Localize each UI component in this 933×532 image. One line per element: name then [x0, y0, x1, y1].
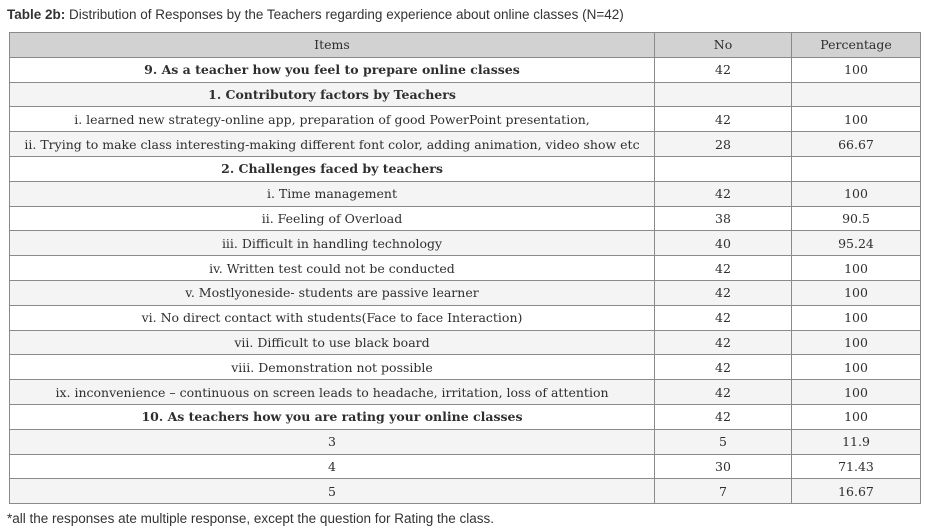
percentage-cell	[792, 156, 921, 181]
table-row	[10, 57, 921, 82]
percentage-cell: 100	[792, 380, 921, 405]
percentage-cell: 100	[792, 355, 921, 380]
table-row	[10, 82, 921, 107]
table-body	[10, 57, 921, 503]
table-footnote: *all the responses ate multiple response, except the question for Rating the class.	[7, 511, 495, 526]
item-cell: vii. Difficult to use black board	[10, 330, 655, 355]
item-cell: ix. inconvenience – continuous on screen leads to headache, irritation, loss of attention	[10, 380, 655, 405]
percentage-cell: 11.9	[792, 429, 921, 454]
header-percentage: Percentage	[792, 33, 921, 58]
table-row	[10, 330, 921, 355]
no-cell	[655, 82, 792, 107]
percentage-cell: 100	[792, 256, 921, 281]
item-cell: vi. No direct contact with students(Face to face Interaction)	[10, 305, 655, 330]
percentage-cell	[792, 82, 921, 107]
percentage-cell: 100	[792, 107, 921, 132]
item-cell: 1. Contributory factors by Teachers	[10, 82, 655, 107]
percentage-cell: 66.67	[792, 132, 921, 157]
item-cell: i. Time management	[10, 181, 655, 206]
table-row	[10, 404, 921, 429]
table-row	[10, 429, 921, 454]
header-items: Items	[10, 33, 655, 58]
table-row	[10, 206, 921, 231]
no-cell: 42	[655, 57, 792, 82]
table-row	[10, 280, 921, 305]
item-cell: ii. Trying to make class interesting-making different font color, adding animation, video show etc	[10, 132, 655, 157]
no-cell: 28	[655, 132, 792, 157]
item-cell: ii. Feeling of Overload	[10, 206, 655, 231]
percentage-cell: 71.43	[792, 454, 921, 479]
table-row	[10, 156, 921, 181]
table-row	[10, 454, 921, 479]
no-cell: 38	[655, 206, 792, 231]
no-cell: 42	[655, 256, 792, 281]
table-row	[10, 181, 921, 206]
percentage-cell: 100	[792, 305, 921, 330]
no-cell: 42	[655, 181, 792, 206]
table-caption-label: Table 2b:	[7, 7, 66, 22]
percentage-cell: 100	[792, 181, 921, 206]
table-caption	[7, 7, 624, 22]
item-cell: viii. Demonstration not possible	[10, 355, 655, 380]
item-cell: iii. Difficult in handling technology	[10, 231, 655, 256]
table-caption-text: Distribution of Responses by the Teachers regarding experience about online classes (N=42)	[65, 7, 624, 22]
item-cell: 9. As a teacher how you feel to prepare online classes	[10, 57, 655, 82]
header-no: No	[655, 33, 792, 58]
table-row	[10, 132, 921, 157]
no-cell: 40	[655, 231, 792, 256]
item-cell: 3	[10, 429, 655, 454]
percentage-cell: 100	[792, 404, 921, 429]
no-cell: 5	[655, 429, 792, 454]
table-row	[10, 479, 921, 504]
no-cell: 42	[655, 355, 792, 380]
no-cell: 42	[655, 280, 792, 305]
no-cell: 42	[655, 107, 792, 132]
responses-table	[9, 32, 921, 504]
item-cell: 10. As teachers how you are rating your online classes	[10, 404, 655, 429]
percentage-cell: 95.24	[792, 231, 921, 256]
item-cell: i. learned new strategy-online app, preparation of good PowerPoint presentation,	[10, 107, 655, 132]
percentage-cell: 100	[792, 57, 921, 82]
no-cell: 7	[655, 479, 792, 504]
item-cell: 4	[10, 454, 655, 479]
no-cell: 42	[655, 404, 792, 429]
item-cell: v. Mostlyoneside- students are passive learner	[10, 280, 655, 305]
percentage-cell: 16.67	[792, 479, 921, 504]
item-cell: 2. Challenges faced by teachers	[10, 156, 655, 181]
table-row	[10, 380, 921, 405]
no-cell: 30	[655, 454, 792, 479]
table-row	[10, 355, 921, 380]
item-cell: iv. Written test could not be conducted	[10, 256, 655, 281]
no-cell: 42	[655, 380, 792, 405]
percentage-cell: 100	[792, 280, 921, 305]
table-row	[10, 305, 921, 330]
table-row	[10, 231, 921, 256]
percentage-cell: 100	[792, 330, 921, 355]
percentage-cell: 90.5	[792, 206, 921, 231]
no-cell	[655, 156, 792, 181]
no-cell: 42	[655, 305, 792, 330]
table-row	[10, 107, 921, 132]
item-cell: 5	[10, 479, 655, 504]
table-row	[10, 256, 921, 281]
table-header-row	[10, 33, 921, 58]
no-cell: 42	[655, 330, 792, 355]
